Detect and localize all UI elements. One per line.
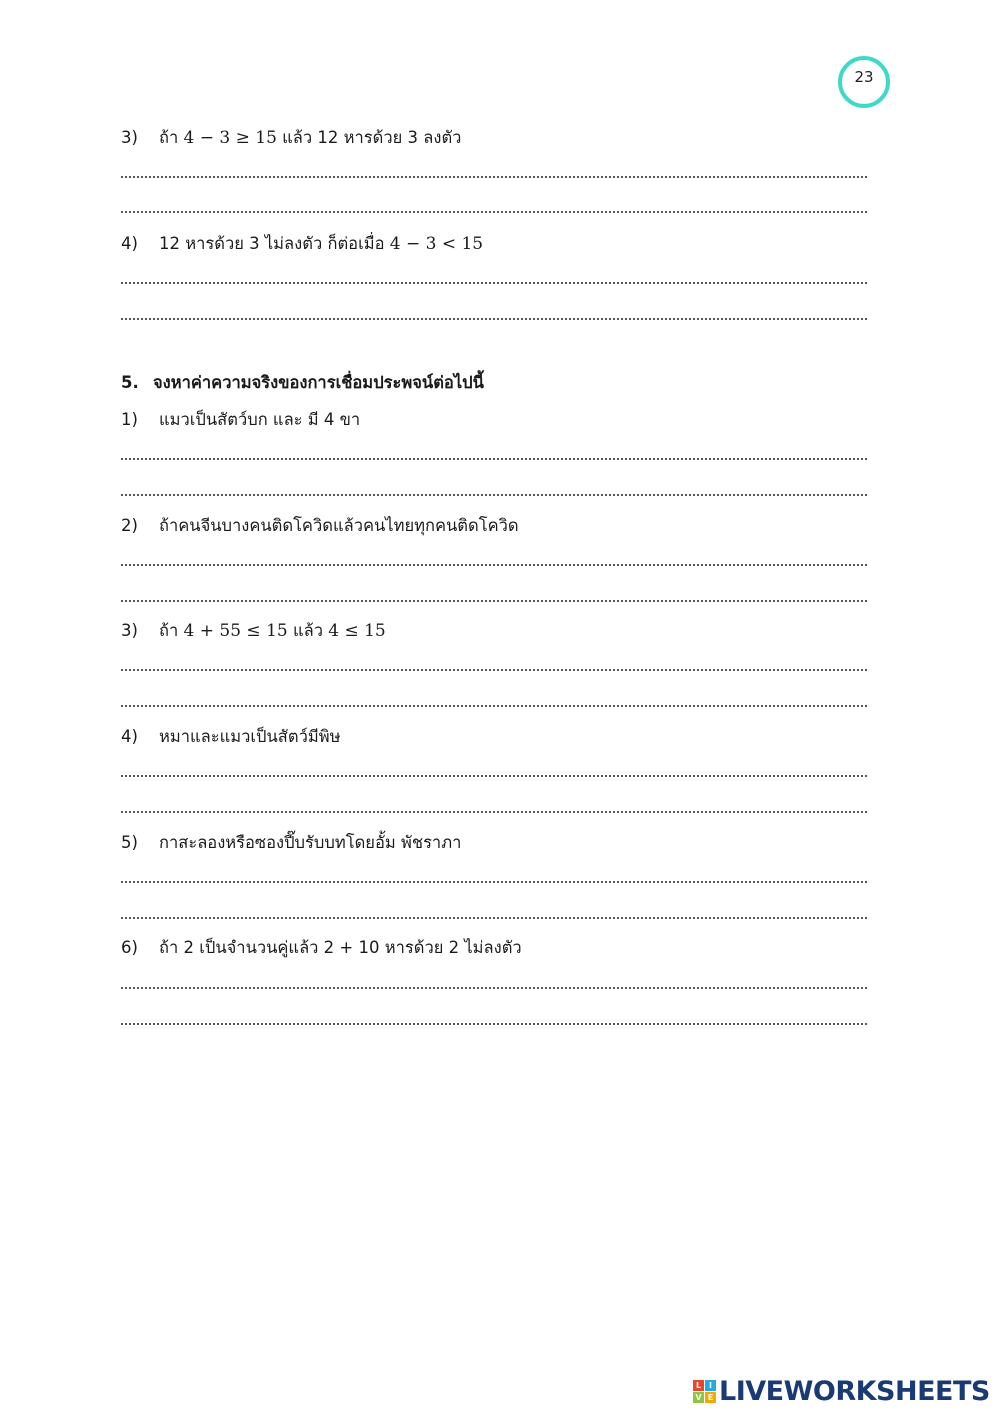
answer-line[interactable] xyxy=(121,775,867,777)
question-number: 3) xyxy=(121,128,138,147)
logo-squares-icon xyxy=(693,1380,716,1403)
answer-line[interactable] xyxy=(121,881,867,883)
question-text: ถ้า 2 เป็นจำนวนคู่แล้ว 2 + 10 หารด้วย 2 ไม่ลงตัว xyxy=(159,938,522,957)
answer-line[interactable] xyxy=(121,1023,867,1025)
page-number: 23 xyxy=(854,68,874,86)
question-number: 5) xyxy=(121,833,138,852)
answer-line[interactable] xyxy=(121,564,867,566)
question-5-6 xyxy=(121,936,522,960)
answer-line[interactable] xyxy=(121,987,867,989)
answer-line[interactable] xyxy=(121,917,867,919)
math-expression: 4 ≤ 15 xyxy=(328,621,386,641)
question-number: 4) xyxy=(121,234,138,253)
question-text: กาสะลองหรือซองปี๊บรับบทโดยอั้ม พัชราภา xyxy=(159,833,462,852)
question-5-2 xyxy=(121,514,519,538)
question-text: ถ้า xyxy=(159,128,184,147)
question-text: แล้ว xyxy=(287,621,329,640)
answer-line[interactable] xyxy=(121,176,867,178)
section-number: 5. xyxy=(121,373,139,392)
question-a-3 xyxy=(121,126,461,150)
answer-line[interactable] xyxy=(121,669,867,671)
question-text: ถ้า xyxy=(159,621,184,640)
question-text: แล้ว 12 หารด้วย 3 ลงตัว xyxy=(276,128,462,147)
math-expression: 4 − 3 ≥ 15 xyxy=(183,128,277,148)
logo-text: LIVEWORKSHEETS xyxy=(719,1376,990,1407)
answer-line[interactable] xyxy=(121,600,867,602)
question-text: ถ้าคนจีนบางคนติดโควิดแล้วคนไทยทุกคนติดโควิด xyxy=(159,516,519,535)
question-number: 1) xyxy=(121,410,138,429)
answer-line[interactable] xyxy=(121,318,867,320)
answer-line[interactable] xyxy=(121,494,867,496)
section-title-text: จงหาค่าความจริงของการเชื่อมประพจน์ต่อไปนี้ xyxy=(153,373,484,392)
logo-square-v: V xyxy=(693,1392,704,1403)
question-number: 2) xyxy=(121,516,138,535)
math-expression: 4 + 55 ≤ 15 xyxy=(183,621,288,641)
question-text: หมาและแมวเป็นสัตว์มีพิษ xyxy=(159,727,341,746)
answer-line[interactable] xyxy=(121,811,867,813)
question-text: 12 หารด้วย 3 ไม่ลงตัว ก็ต่อเมื่อ xyxy=(159,234,390,253)
question-5-4 xyxy=(121,725,340,749)
question-5-5 xyxy=(121,831,461,855)
liveworksheets-logo xyxy=(693,1376,990,1407)
question-text: แมวเป็นสัตว์บก และ มี 4 ขา xyxy=(159,410,361,429)
question-number: 4) xyxy=(121,727,138,746)
logo-square-e: E xyxy=(705,1392,716,1403)
math-expression: 4 − 3 < 15 xyxy=(389,234,484,254)
question-number: 6) xyxy=(121,938,138,957)
answer-line[interactable] xyxy=(121,458,867,460)
answer-line[interactable] xyxy=(121,211,867,213)
question-5-1 xyxy=(121,408,360,432)
section-5-title xyxy=(121,371,484,395)
answer-line[interactable] xyxy=(121,282,867,284)
answer-line[interactable] xyxy=(121,705,867,707)
question-number: 3) xyxy=(121,621,138,640)
page-number-badge xyxy=(838,56,890,108)
question-5-3 xyxy=(121,619,386,643)
question-a-4 xyxy=(121,232,483,256)
logo-square-l: L xyxy=(693,1380,704,1391)
logo-square-i: I xyxy=(705,1380,716,1391)
